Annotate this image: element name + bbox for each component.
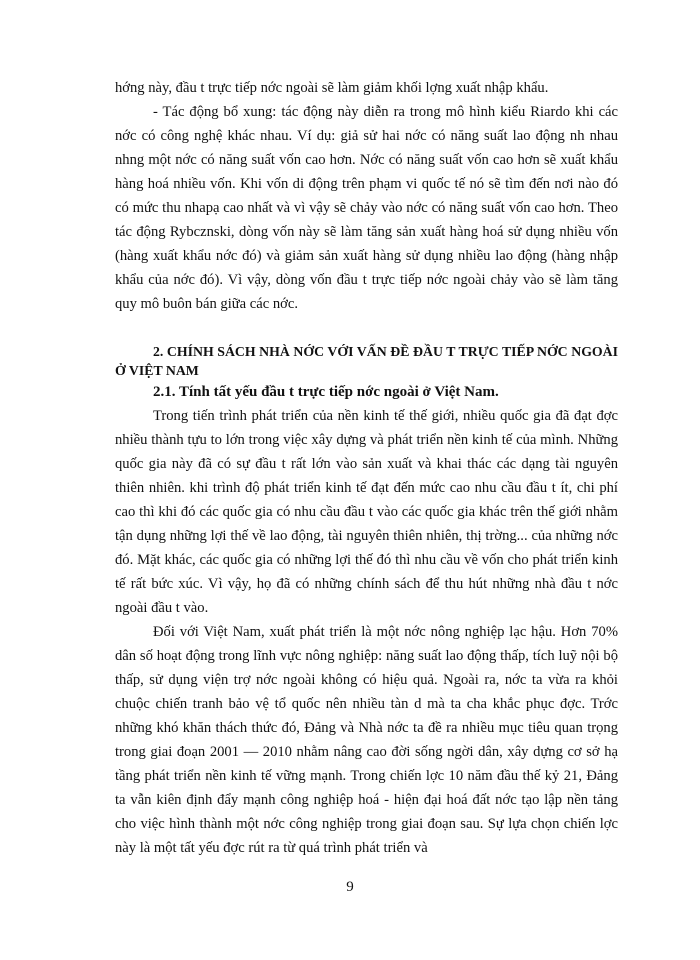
section-heading: 2. CHÍNH SÁCH NHÀ NỚC VỚI VẤN ĐỀ ĐẦU T TRỰC TIẾP NỚC NGOÀI Ở VIỆT NAM — [115, 344, 618, 378]
page-number: 9 — [346, 879, 354, 895]
page-body — [115, 76, 618, 860]
paragraph-additional-effect: - Tác động bổ xung: tác động này diễn ra trong mô hình kiểu Riardo khi các nớc có công nghệ khác nhau. Ví dụ: giả sử hai nớc có năng suất lao động nh nhau nhng một nớc có năng suất vốn cao hơn. Nớc có năng suất vốn cao hơn sẽ xuất khẩu hàng hoá nhiều vốn. Khi vốn di động trên phạm vi quốc tế nó sẽ tìm đến nơi nào đó có mức thu nhapạ cao nhất và vì vậy sẽ chảy vào nớc có năng suất vốn cao hơn. Theo tác động Rybcznski, dòng vốn này sẽ làm tăng sản xuất hàng hoá sử dụng nhiều vốn (hàng xuất khẩu nớc đó) và giảm sản xuất hàng sử dụng nhiều lao động (hàng nhập khẩu của nớc đó). Vì vậy, dòng vốn đầu t trực tiếp nớc ngoài chảy vào sẽ làm tăng quy mô buôn bán giữa các nớc. — [115, 104, 618, 312]
paragraph-vietnam: Đối với Việt Nam, xuất phát triển là một nớc nông nghiệp lạc hậu. Hơn 70% dân số hoạt động trong lĩnh vực nông nghiệp: năng suất lao động thấp, tích luỹ nội bộ thấp, sử dụng viện trợ nớc ngoài không có hiệu quả. Ngoài ra, nớc ta vừa ra khỏi chuộc chiến tranh bảo vệ tổ quốc nên nhiều tàn d mà ta cha khắc phục đợc. Trớc những khó khăn thách thức đó, Đảng và Nhà nớc ta đề ra nhiều mục tiêu quan trọng trong giai đoạn 2001 — 2010 nhằm nâng cao đời sống ngời dân, xây dựng cơ sở hạ tầng phát triển nền kinh tế vững mạnh. Trong chiến lợc 10 năm đầu thế kỷ 21, Đảng ta vẫn kiên định đẩy mạnh công nghiệp hoá - hiện đại hoá đất nớc tạo lập nền tảng cho việc hình thành một nớc công nghiệp trong giai đoạn sau. Sự lựa chọn chiến lợc này là một tất yếu đợc rút ra từ quá trình phát triển và — [115, 624, 618, 856]
subsection-heading: 2.1. Tính tất yếu đầu t trực tiếp nớc ngoài ở Việt Nam. — [153, 384, 499, 400]
paragraph-continuation: hớng này, đầu t trực tiếp nớc ngoài sẽ làm giảm khối lợng xuất nhập khẩu. — [115, 80, 549, 96]
paragraph-world-development: Trong tiến trình phát triển của nền kinh tế thế giới, nhiều quốc gia đã đạt đợc nhiều thành tựu to lớn trong việc xây dựng và phát triển nền kinh tế của mình. Những quốc gia này đã có sự đầu t rất lớn vào sản xuất và khai thác các dạng tài nguyên thiên nhiên. khi trình độ phát triển kinh tế đạt đến mức cao nhu cầu đầu t ít, chi phí cao thì khi đó các quốc gia có nhu cầu đầu t vào các quốc gia khác trên thế giới nhằm tận dụng những lợi thế về lao động, tài nguyên thiên nhiên, thị trờng... của những nớc đó. Mặt khác, các quốc gia có những lợi thế đó thì nhu cầu về vốn cho phát triển kinh tế rất bức xúc. Vì vậy, họ đã có những chính sách để thu hút những nhà đầu t nớc ngoài đầu t vào. — [115, 408, 618, 616]
